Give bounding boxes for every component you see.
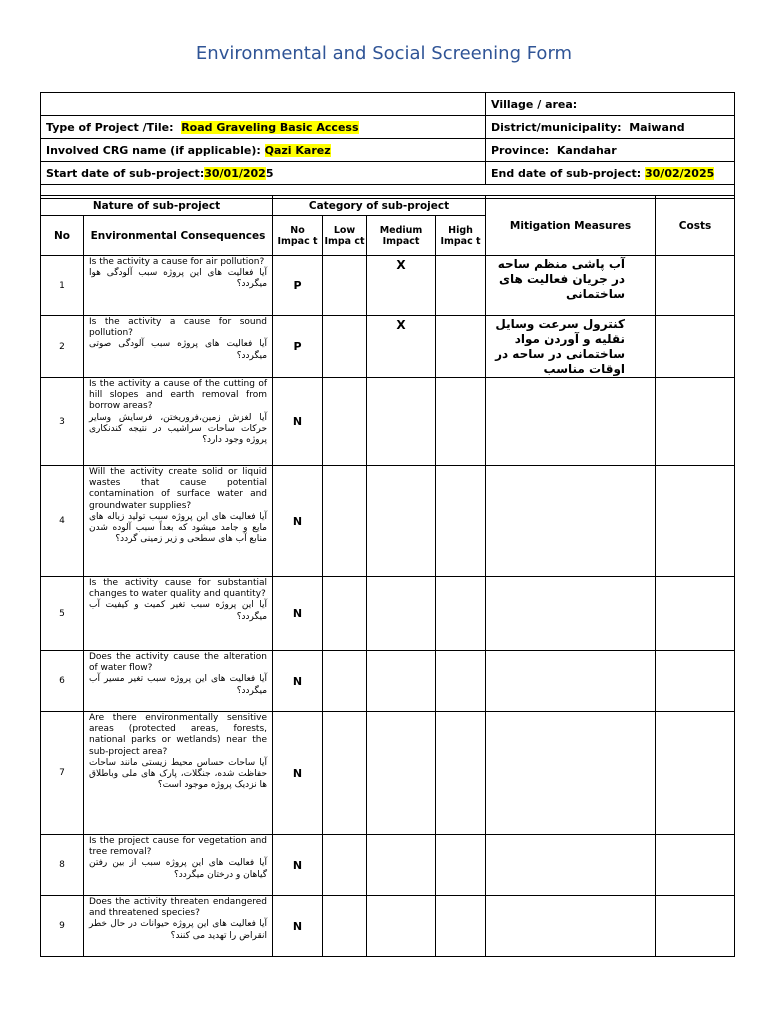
mitigation-cell <box>486 577 656 651</box>
low-impact-cell <box>323 712 367 835</box>
table-row <box>41 256 735 316</box>
question-fa: آیا فعالیت های پروژه سبب آلودگی صوتی میگردد؟ <box>89 339 268 361</box>
medium-impact-cell: X <box>367 316 436 378</box>
row-number: 2 <box>41 316 84 378</box>
no-impact-cell: N <box>273 651 323 712</box>
end-date-label: End date of sub-project: <box>491 166 642 180</box>
low-impact-cell <box>323 651 367 712</box>
costs-cell <box>656 896 735 957</box>
table-row <box>41 651 735 712</box>
mitigation-cell <box>486 378 656 466</box>
table-row <box>41 316 735 378</box>
mitigation-cell <box>486 712 656 835</box>
no-header: No <box>41 216 84 256</box>
costs-header: Costs <box>656 196 735 256</box>
consequence-cell <box>84 378 273 466</box>
question-fa: آیا فعالیت های این پروژه سبب آلودگی هوا میگردد؟ <box>89 268 268 290</box>
form-title: Environmental and Social Screening Form <box>195 43 573 64</box>
costs-cell <box>656 651 735 712</box>
costs-cell <box>656 466 735 577</box>
question-en: Is the activity a cause of the cutting of hill slopes and earth removal from borrow areas? <box>89 379 268 412</box>
table-row <box>41 835 735 896</box>
high-impact-cell <box>436 316 486 378</box>
no-impact-cell: N <box>273 378 323 466</box>
no-impact-cell: N <box>273 835 323 896</box>
question-en: Is the project cause for vegetation and tree removal? <box>89 836 268 858</box>
row-number: 9 <box>41 896 84 957</box>
question-fa: آیا فعالیت های این پروژه سبب تغیر مسیر آب میگردد؟ <box>89 674 268 696</box>
nature-header: Nature of sub-project <box>41 196 273 216</box>
consequence-cell <box>84 712 273 835</box>
village-label: Village / area: <box>491 97 578 111</box>
no-impact-cell: N <box>273 896 323 957</box>
crg-label: Involved CRG name (if applicable): <box>46 143 261 157</box>
province-value: Kandahar <box>556 143 617 157</box>
costs-cell <box>656 316 735 378</box>
province-label: Province: <box>491 143 550 157</box>
low-impact-cell <box>323 896 367 957</box>
crg-field <box>41 139 486 162</box>
question-en: Is the activity a cause for sound pollution? <box>89 317 268 339</box>
high-impact-cell <box>436 466 486 577</box>
table-row <box>41 896 735 957</box>
high-impact-cell <box>436 712 486 835</box>
high-impact-cell <box>436 835 486 896</box>
header-blank-cell <box>41 93 486 116</box>
start-date-label: Start date of sub-project: <box>46 166 205 180</box>
mitigation-header: Mitigation Measures <box>486 196 656 256</box>
high-impact-cell <box>436 896 486 957</box>
row-number: 5 <box>41 577 84 651</box>
medium-impact-cell <box>367 466 436 577</box>
village-field <box>486 93 735 116</box>
costs-cell <box>656 256 735 316</box>
low-impact-cell <box>323 256 367 316</box>
table-row <box>41 378 735 466</box>
start-date-field <box>41 162 486 185</box>
row-number: 4 <box>41 466 84 577</box>
table-row <box>41 577 735 651</box>
row-number: 3 <box>41 378 84 466</box>
question-en: Will the activity create solid or liquid wastes that cause potential contamination of surface water and groundwater supplies? <box>89 467 268 511</box>
table-row <box>41 466 735 577</box>
mitigation-cell <box>486 835 656 896</box>
no-impact-cell: P <box>273 316 323 378</box>
costs-cell <box>656 835 735 896</box>
low-impact-cell <box>323 577 367 651</box>
low-impact-cell <box>323 316 367 378</box>
screening-rows <box>41 256 735 957</box>
question-fa: آیا فعالیت های این پروژه سبب تولید زباله های مایع و جامد میشود که بعداً سبب آلوده شدن منابع آب های سطحی و زیر زمینی گردد؟ <box>89 511 268 545</box>
high-impact-cell <box>436 378 486 466</box>
medium-impact-cell <box>367 712 436 835</box>
row-number: 7 <box>41 712 84 835</box>
no-impact-cell: P <box>273 256 323 316</box>
mitigation-cell: آب پاشی منظم ساحه در جریان فعالیت های ساختمانی <box>486 256 656 316</box>
project-type-label: Type of Project /Tile: <box>46 120 174 134</box>
high-impact-header: High Impac t <box>436 216 486 256</box>
no-impact-header: No Impac t <box>273 216 323 256</box>
medium-impact-cell <box>367 577 436 651</box>
medium-impact-cell <box>367 378 436 466</box>
table-row <box>41 712 735 835</box>
header-table <box>40 92 735 199</box>
mitigation-cell: کنترول سرعت وسایل نقلیه و آوردن مواد ساختمانی در ساحه در اوقات مناسب <box>486 316 656 378</box>
consequence-cell <box>84 577 273 651</box>
no-impact-cell: N <box>273 577 323 651</box>
end-date-value: 30/02/2025 <box>645 166 715 180</box>
district-value: Maiwand <box>629 120 685 134</box>
medium-impact-cell <box>367 835 436 896</box>
start-date-value: 30/01/202 <box>204 166 266 180</box>
consequence-cell <box>84 316 273 378</box>
screening-table <box>40 195 735 957</box>
medium-impact-cell: X <box>367 256 436 316</box>
question-fa: آیا لغزش زمین،فروریختن، فرسایش وسایر حرکات ساحات سراشیب در نتیجه کندنکاری پروژه وجود دارد؟ <box>89 412 268 446</box>
row-number: 1 <box>41 256 84 316</box>
costs-cell <box>656 577 735 651</box>
question-fa: آیا ساحات حساس محیط زیستی مانند ساحات حفاظت شده، جنگلات، پارک های ملی وباطلاق ها نزدیک پروژه موجود است؟ <box>89 757 268 791</box>
costs-cell <box>656 378 735 466</box>
high-impact-cell <box>436 651 486 712</box>
consequence-cell <box>84 256 273 316</box>
consequence-cell <box>84 466 273 577</box>
crg-value: Qazi Karez <box>264 143 331 157</box>
question-fa: آیا فعالیت های این پروژه سبب از بین رفتن گیاهان و درختان میگردد؟ <box>89 858 268 880</box>
question-en: Does the activity threaten endangered and threatened species? <box>89 897 268 919</box>
medium-impact-cell <box>367 896 436 957</box>
question-en: Is the activity cause for substantial changes to water quality and quantity? <box>89 578 268 600</box>
district-label: District/municipality: <box>491 120 622 134</box>
mitigation-cell <box>486 896 656 957</box>
project-type-value: Road Graveling Basic Access <box>181 120 359 134</box>
consequence-cell <box>84 651 273 712</box>
high-impact-cell <box>436 256 486 316</box>
category-header: Category of sub-project <box>273 196 486 216</box>
question-fa: آیا فعالیت های این پروژه حیوانات در حال خطر انقراض را تهدید می کنند؟ <box>89 919 268 941</box>
medium-impact-header: Medium Impact <box>367 216 436 256</box>
question-en: Is the activity a cause for air pollution? <box>89 257 265 267</box>
no-impact-cell: N <box>273 466 323 577</box>
consequence-cell <box>84 835 273 896</box>
consequence-cell <box>84 896 273 957</box>
consequences-header: Environmental Consequences <box>84 216 273 256</box>
start-date-value-end: 5 <box>265 166 274 180</box>
province-field <box>486 139 735 162</box>
question-fa: آیا این پروژه سبب تغیر کمیت و کیفیت آب میگردد؟ <box>89 600 268 622</box>
low-impact-header: Low Impa ct <box>323 216 367 256</box>
district-field <box>486 116 735 139</box>
row-number: 6 <box>41 651 84 712</box>
project-type-field <box>41 116 486 139</box>
no-impact-cell: N <box>273 712 323 835</box>
low-impact-cell <box>323 466 367 577</box>
low-impact-cell <box>323 378 367 466</box>
mitigation-cell <box>486 651 656 712</box>
question-en: Are there environmentally sensitive areas (protected areas, forests, national parks or wetlands) near the sub-project area? <box>89 713 268 757</box>
end-date-field <box>486 162 735 185</box>
question-en: Does the activity cause the alteration of water flow? <box>89 652 268 674</box>
medium-impact-cell <box>367 651 436 712</box>
costs-cell <box>656 712 735 835</box>
mitigation-cell <box>486 466 656 577</box>
high-impact-cell <box>436 577 486 651</box>
low-impact-cell <box>323 835 367 896</box>
row-number: 8 <box>41 835 84 896</box>
